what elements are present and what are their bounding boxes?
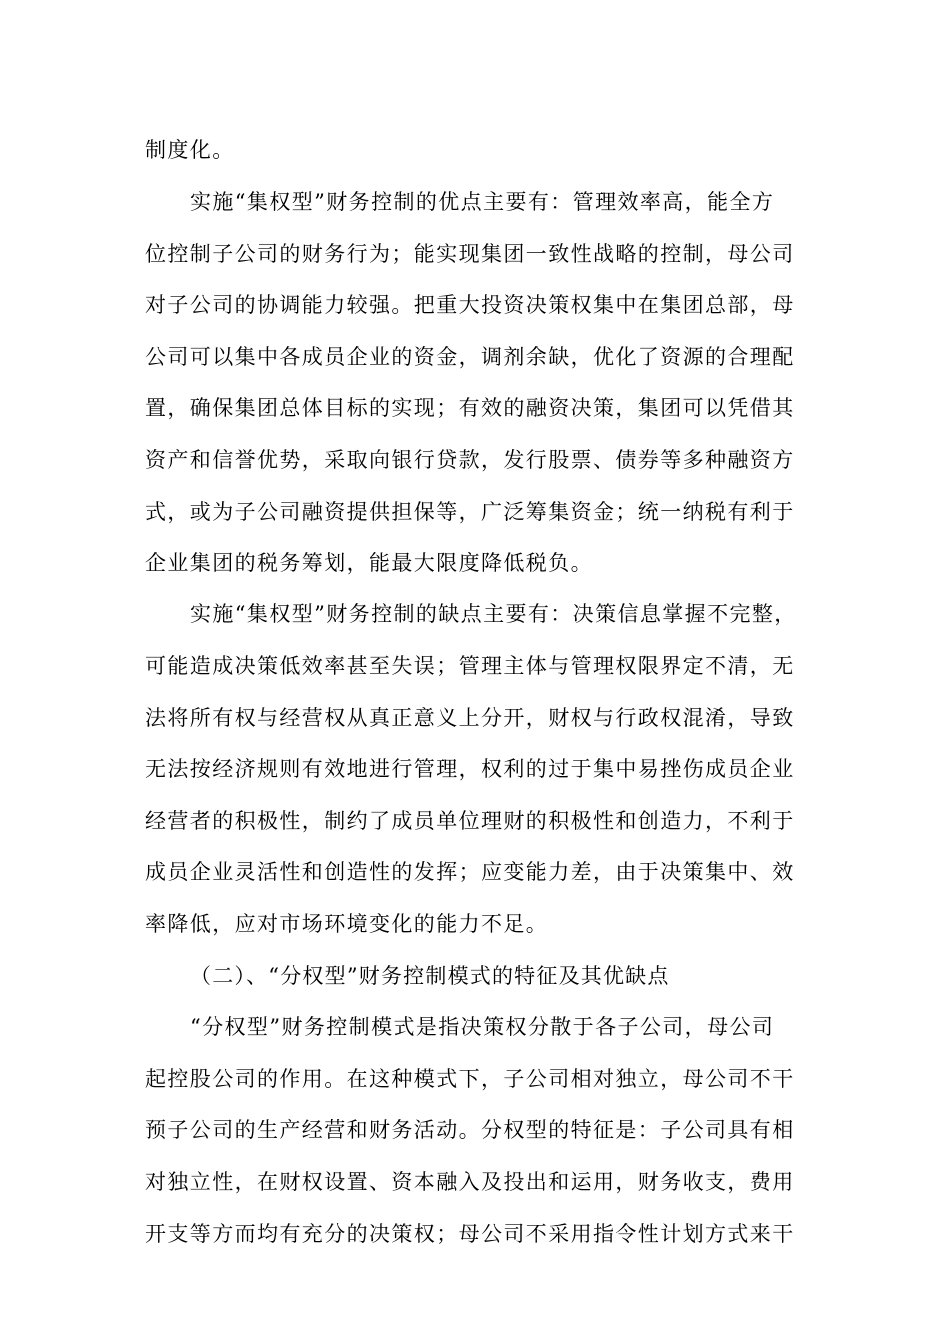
text-line: 对子公司的协调能力较强。把重大投资决策权集中在集团总部，母 <box>145 293 795 317</box>
text-line: 开支等方而均有充分的决策权；母公司不采用指令性计划方式来干 <box>145 1222 795 1246</box>
text-line: 起控股公司的作用。在这种模式下，子公司相对独立，母公司不干 <box>145 1067 795 1091</box>
text-line: 位控制子公司的财务行为；能实现集团一致性战略的控制，母公司 <box>145 242 795 266</box>
paragraph-first-line: “分权型”财务控制模式是指决策权分散于各子公司，母公司 <box>190 1015 775 1039</box>
text-line: 对独立性，在财权设置、资本融入及投出和运用，财务收支，费用 <box>145 1170 795 1194</box>
text-line: 资产和信誉优势，采取向银行贷款，发行股票、债券等多种融资方 <box>145 448 795 472</box>
paragraph-first-line: 实施“集权型”财务控制的优点主要有：管理效率高，能全方 <box>190 190 775 214</box>
text-line: 率降低，应对市场环境变化的能力不足。 <box>145 912 549 936</box>
text-line: 公司可以集中各成员企业的资金，调剂余缺，优化了资源的合理配 <box>145 345 795 369</box>
paragraph-first-line: 实施“集权型”财务控制的缺点主要有：决策信息掌握不完整， <box>190 602 797 626</box>
text-line: 制度化。 <box>145 138 235 162</box>
text-line: 法将所有权与经营权从真正意义上分开，财权与行政权混淆，导致 <box>145 706 795 730</box>
text-line: 式，或为子公司融资提供担保等，广泛筹集资金；统一纳税有利于 <box>145 500 795 524</box>
text-line: 企业集团的税务筹划，能最大限度降低税负。 <box>145 551 593 575</box>
text-line: 无法按经济规则有效地进行管理，权利的过于集中易挫伤成员企业 <box>145 757 795 781</box>
text-line: 预子公司的生产经营和财务活动。分权型的特征是：子公司具有相 <box>145 1118 795 1142</box>
text-line: 成员企业灵活性和创造性的发挥；应变能力差，由于决策集中、效 <box>145 860 795 884</box>
text-line: 可能造成决策低效率甚至失误；管理主体与管理权限界定不清，无 <box>145 654 795 678</box>
text-line: 经营者的积极性，制约了成员单位理财的积极性和创造力，不利于 <box>145 809 795 833</box>
text-line: 置，确保集团总体目标的实现；有效的融资决策，集团可以凭借其 <box>145 396 795 420</box>
section-heading: （二）、“分权型”财务控制模式的特征及其优缺点 <box>190 964 670 988</box>
